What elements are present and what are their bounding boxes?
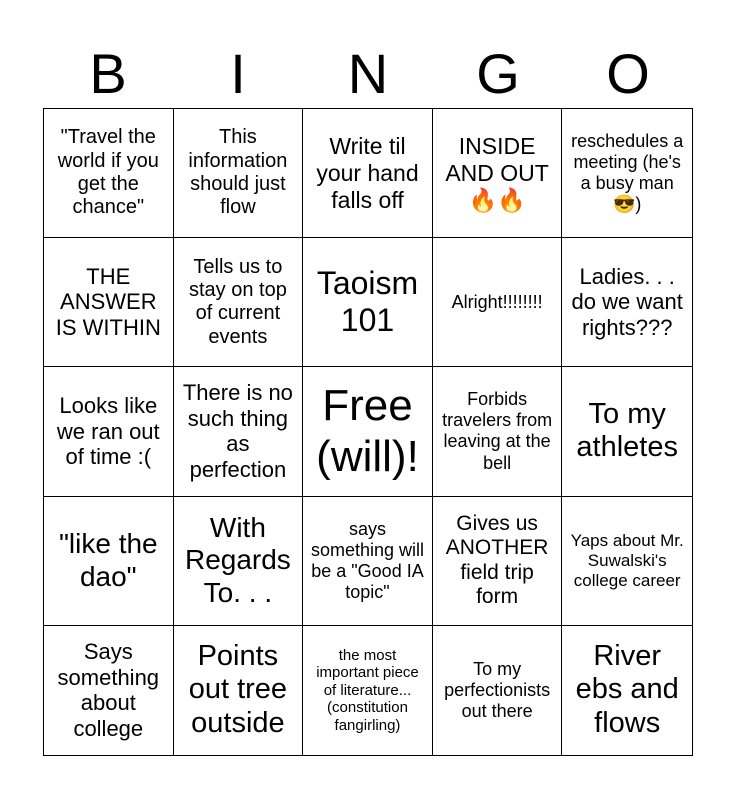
cell-text: Write til your hand falls off xyxy=(316,132,419,213)
bingo-cell[interactable] xyxy=(44,497,174,626)
bingo-cell[interactable] xyxy=(562,238,692,367)
cell-text: Looks like we ran out of time :( xyxy=(56,392,160,470)
cell-text: Gives us ANOTHER field trip form xyxy=(445,511,549,609)
cell-text: Forbids travelers from leaving at the bell xyxy=(442,389,553,473)
bingo-cell[interactable] xyxy=(433,109,563,238)
cell-text: reschedules a meeting (he's a busy man 😎) xyxy=(571,131,684,215)
cell-text: Points out tree outside xyxy=(188,639,288,740)
free-space-cell[interactable] xyxy=(303,367,433,496)
bingo-board xyxy=(43,108,693,756)
bingo-cell[interactable] xyxy=(174,109,304,238)
cell-text: the most important piece of literature... (constitution fangirling) xyxy=(316,646,419,734)
bingo-cell[interactable] xyxy=(174,367,304,496)
bingo-cell[interactable] xyxy=(303,497,433,626)
cell-text: There is no such thing as perfection xyxy=(182,380,293,483)
cell-text: Free (will)! xyxy=(316,381,419,482)
header-letter-i: I xyxy=(230,42,246,105)
cell-text: INSIDE AND OUT 🔥🔥 xyxy=(445,132,549,213)
cell-text: Alright!!!!!!!! xyxy=(451,291,543,312)
cell-text: Yaps about Mr. Suwalski's college career xyxy=(570,530,684,590)
header-letter-g: G xyxy=(476,42,520,105)
bingo-cell[interactable] xyxy=(44,626,174,755)
bingo-cell[interactable] xyxy=(174,626,304,755)
cell-text: Taoism 101 xyxy=(316,264,419,339)
cell-text: To my perfectionists out there xyxy=(444,658,551,721)
bingo-cell[interactable] xyxy=(433,626,563,755)
bingo-cell[interactable] xyxy=(433,497,563,626)
header-letter-o: O xyxy=(606,42,650,105)
bingo-cell[interactable] xyxy=(433,367,563,496)
bingo-cell[interactable] xyxy=(303,238,433,367)
bingo-cell[interactable] xyxy=(562,109,692,238)
header-letter-b: B xyxy=(89,42,127,105)
bingo-cell[interactable] xyxy=(562,367,692,496)
bingo-header xyxy=(43,40,693,108)
cell-text: "like the dao" xyxy=(58,527,158,592)
cell-text: Says something about college xyxy=(57,638,160,742)
bingo-cell[interactable] xyxy=(44,238,174,367)
bingo-cell[interactable] xyxy=(562,626,692,755)
cell-text: River ebs and flows xyxy=(575,639,679,740)
cell-text: says something will be a "Good IA topic" xyxy=(310,518,425,602)
cell-text: To my athletes xyxy=(576,397,678,464)
cell-text: This information should just flow xyxy=(188,126,288,219)
cell-text: Tells us to stay on top of current events xyxy=(188,255,287,348)
bingo-cell[interactable] xyxy=(44,109,174,238)
cell-text: "Travel the world if you get the chance" xyxy=(57,126,159,219)
header-letter-n: N xyxy=(347,42,389,105)
bingo-cell[interactable] xyxy=(174,497,304,626)
bingo-cell[interactable] xyxy=(433,238,563,367)
cell-text: THE ANSWER IS WITHIN xyxy=(55,263,161,341)
bingo-cell[interactable] xyxy=(562,497,692,626)
cell-text: With Regards To. . . xyxy=(184,511,291,609)
bingo-cell[interactable] xyxy=(174,238,304,367)
bingo-cell[interactable] xyxy=(44,367,174,496)
bingo-cell[interactable] xyxy=(303,109,433,238)
cell-text: Ladies. . . do we want rights??? xyxy=(571,263,683,341)
bingo-cell[interactable] xyxy=(303,626,433,755)
